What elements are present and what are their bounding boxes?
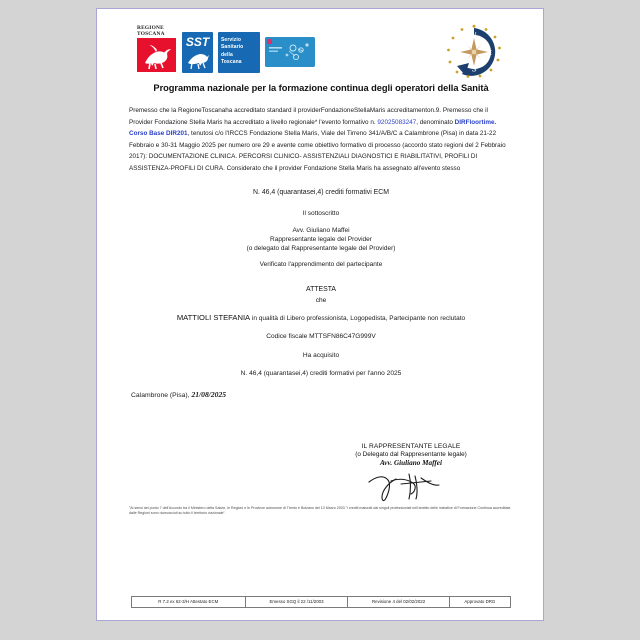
premise-paragraph [129,105,513,175]
signature-block [313,443,509,502]
acquired-heading: Ha acquisito [302,351,340,359]
footer-cell-issued: Emesso SGQ il 22 /11/2003 [245,597,348,608]
footer-cell-revision: Revisione 4 del 02/02/2022 [348,597,449,608]
signatory-title: IL RAPPRESENTANTE LEGALE [361,443,461,450]
acquired-credits: N. 46,4 (quarantasei,4) crediti formativi per l'anno 2025 [240,369,402,377]
place-date-line [129,390,513,399]
issue-date: 21/08/2025 [191,389,227,399]
sst-wordmark: Servizio Sanitario della Toscana [218,32,260,73]
compass-rose-icon [445,23,503,81]
undersigned-delegate-note: (o delegato dal Rappresentante legale del Provider) [246,245,396,253]
digital-health-card-logo [265,37,315,67]
premise-segment-3: , tenutosi c/o l'IRCCS Fondazione Stella Maris, Viale del Tirreno 341/A/B/C a Calambrone (Pisa) in data 21-22 Febbraio e 30-31 Maggio 2025 per numero ore 29 e avente come obiettivo formativo di processo (accordo stato regioni del 2 Febbraio 2017): DOCUMENTAZIONE CLINICA. PERCORSI CLINICO- ASSISTENZIALI DIAGNOSTICI E RIABILITATIVI, PROFILI DI ASSISTENZA-PROFILI DI CURA. Considerato che il provider Fondazione Stella Maris ha assegnato all'evento stesso [129,130,506,172]
footer-cell-form-code: R 7.2 ex 62-3/H Attestato ECM [132,597,246,608]
premise-segment-2: , denominato [416,118,455,126]
undersigned-intro: Il sottoscritto [302,209,340,217]
document-control-footer [131,596,511,608]
compass-west-label: O [455,48,462,57]
handwritten-signature [313,468,509,502]
regione-toscana-label: REGIONE TOSCANA [137,25,165,37]
premise-segment-1: Premesso che la RegioneToscanaha accreditato standard il providerFondazioneStellaMaris accreditamenton.9. Premesso che il Provider Fondazione Stella Maris ha accreditato a livello regionale* l'evento formativo n. [129,107,488,126]
credits-statement: N. 46,4 (quarantasei,4) crediti formativi ECM [253,188,389,196]
participant-name: MATTIOLI STEFANIA [176,312,251,322]
undersigned-block [129,209,513,271]
undersigned-name: Avv. Giuliano Maffei [292,227,350,235]
svg-text:SST: SST [185,35,210,49]
certificate-page [96,8,544,621]
event-name: DIRFloortime. Corso Base DIR201 [129,118,497,138]
page-title: Programma nazionale per la formazione continua degli operatori della Sanità [153,83,489,93]
learning-verified-note: Verificato l'apprendimento del partecipante [259,261,383,269]
legal-footnote: "Ai sensi del punto 7 dell'Accordo tra il Ministero della Salute, le Regioni e le Province autonome di Trento e Bolzano del 13 Marzo 2003 "i crediti maturati dai singoli professionisti nell'ambito delle iniziative di Formazione Continua accreditate dalle Regioni sono riconosciuti su tutto il territorio nazionale". [129,506,511,516]
institutional-logos [137,25,315,73]
participant-qualification: in qualità di Libero professionista, Logopedista, Partecipante non reclutato [251,314,466,322]
spacer [129,219,513,226]
health-card-icon [265,37,315,67]
compass-east-label: E [486,48,493,57]
signatory-name: Avv. Giuliano Maffei [380,459,442,467]
spacer [129,253,513,260]
fiscal-code-value: MTTSFN86C47G999V [309,332,376,340]
footer-cell-approved: Approvato DRG [449,597,510,608]
certificate-content [129,19,513,614]
attesta-che: che [315,296,327,304]
signature-scribble-icon [351,468,471,502]
pegasus-emblem [137,38,176,72]
compass-rose-emblem [445,23,503,81]
document-header [129,19,513,81]
event-number: 92025083247 [377,118,417,126]
sst-emblem [182,32,213,73]
signatory-delegate-note: (o Delegato dal Rappresentante legale) [355,451,467,458]
participant-line [129,313,513,322]
place-label: Calambrone (Pisa), [131,391,192,399]
pegasus-icon [137,38,176,72]
attesta-block [129,284,513,306]
compass-south-label: S [471,64,477,74]
compass-north-label: N [471,30,477,39]
sst-acronym-icon [182,32,213,73]
fiscal-code-label: Codice fiscale [266,332,310,340]
table-row [132,597,511,608]
regione-toscana-logo [137,25,177,72]
fiscal-code-line [129,333,513,340]
attesta-heading: ATTESTA [306,285,336,293]
undersigned-role: Rappresentante legale del Provider [270,236,372,244]
